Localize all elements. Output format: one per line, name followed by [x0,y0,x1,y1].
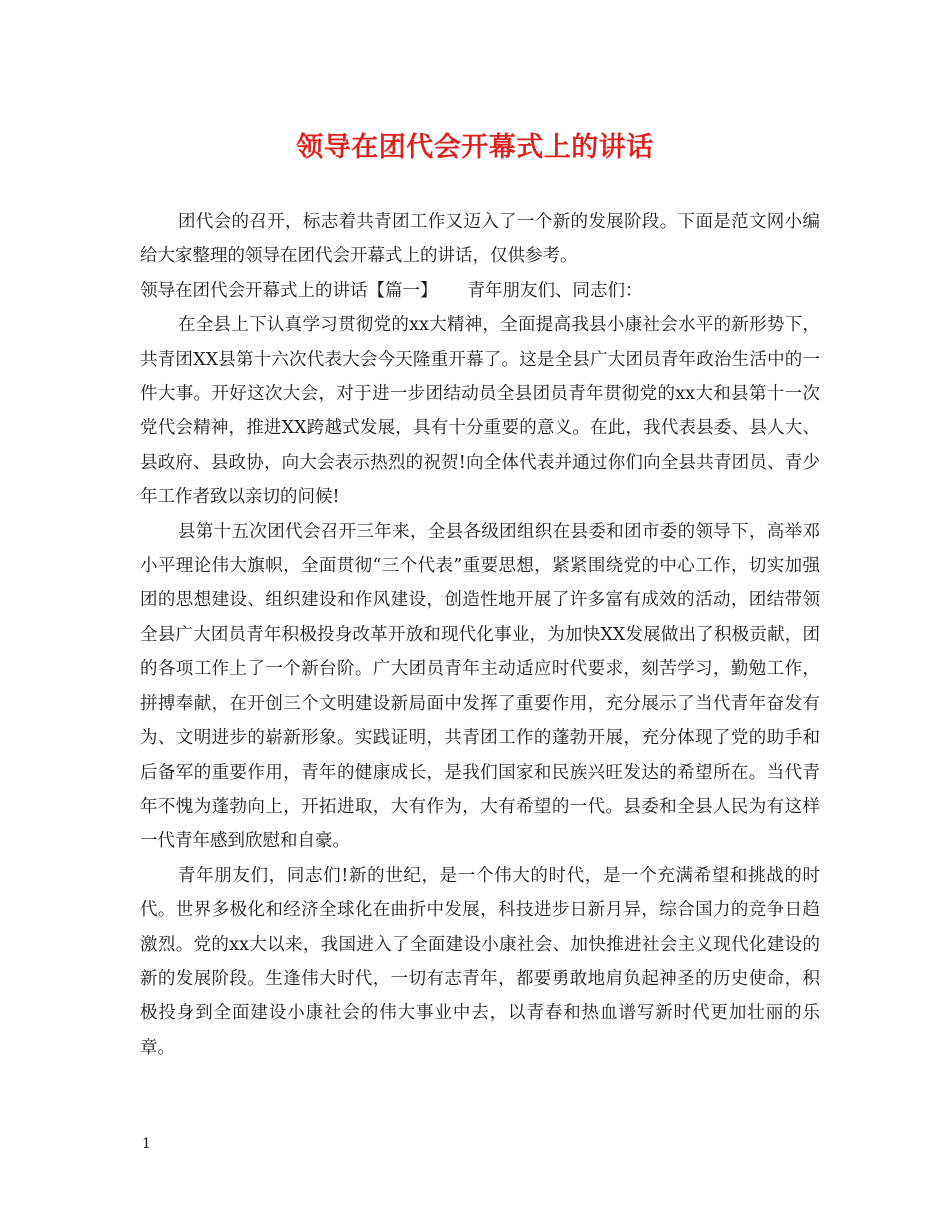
section-heading-line [140,274,820,308]
body-paragraph: 青年朋友们，同志们!新的世纪，是一个伟大的时代，是一个充满希望和挑战的时代。世界多极化和经济全球化在曲折中发展，科技进步日新月异，综合国力的竞争日趋激烈。党的xx大以来，我国进入了全面建设小康社会、加快推进社会主义现代化建设的新的发展阶段。生逢伟大时代，一切有志青年，都要勇敢地肩负起神圣的历史使命，积极投身到全面建设小康社会的伟大事业中去，以青春和热血谱写新时代更加壮丽的乐章。 [140,865,820,1058]
intro-paragraph: 团代会的召开，标志着共青团工作又迈入了一个新的发展阶段。下面是范文网小编给大家整理的领导在团代会开幕式上的讲话，仅供参考。 [140,212,820,267]
section-heading: 领导在团代会开幕式上的讲话【篇一】 [140,280,438,301]
document-title: 领导在团代会开幕式上的讲话 [296,132,654,163]
salutation: 青年朋友们、同志们： [467,280,643,301]
body-paragraph: 在全县上下认真学习贯彻党的xx大精神，全面提高我县小康社会水平的新形势下，共青团XX县第十六次代表大会今天隆重开幕了。这是全县广大团员青年政治生活中的一件大事。开好这次大会，对于进一步团结动员全县团员青年贯彻党的xx大和县第十一次党代会精神，推进XX跨越式发展，具有十分重要的意义。在此，我代表县委、县人大、县政府、县政协，向大会表示热烈的祝贺!向全体代表并通过你们向全县共青团员、青少年工作者致以亲切的问候! [140,315,820,508]
document-body [140,205,820,1065]
body-paragraph: 县第十五次团代会召开三年来，全县各级团组织在县委和团市委的领导下，高举邓小平理论伟大旗帜，全面贯彻“三个代表”重要思想，紧紧围绕党的中心工作，切实加强团的思想建设、组织建设和作风建设，创造性地开展了许多富有成效的活动，团结带领全县广大团员青年积极投身改革开放和现代化事业，为加快XX发展做出了积极贡献，团的各项工作上了一个新台阶。广大团员青年主动适应时代要求，刻苦学习，勤勉工作，拼搏奉献，在开创三个文明建设新局面中发挥了重要作用，充分展示了当代青年奋发有为、文明进步的崭新形象。实践证明，共青团工作的蓬勃开展，充分体现了党的助手和后备军的重要作用，青年的健康成长，是我们国家和民族兴旺发达的希望所在。当代青年不愧为蓬勃向上，开拓进取，大有作为，大有希望的一代。县委和全县人民为有这样一代青年感到欣慰和自豪。 [140,521,820,852]
page-number: 1 [142,1136,151,1152]
